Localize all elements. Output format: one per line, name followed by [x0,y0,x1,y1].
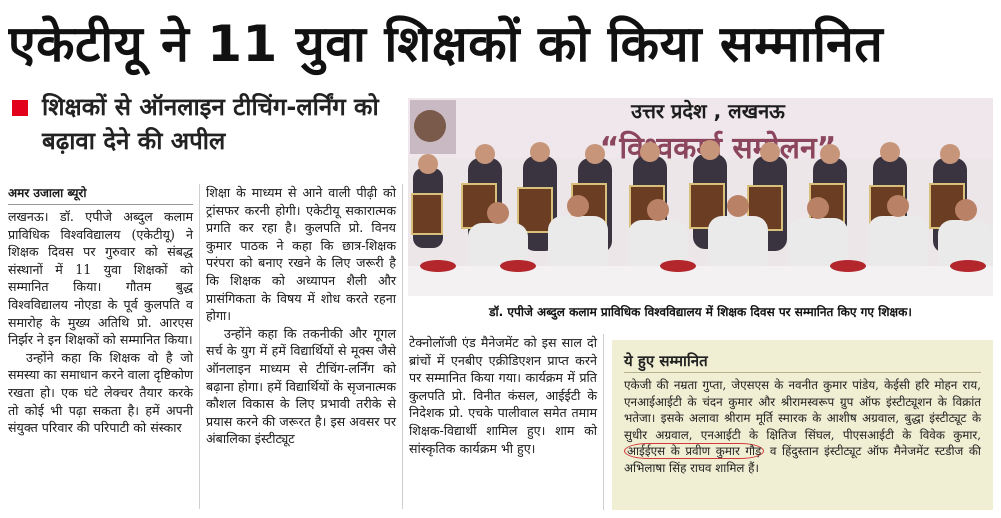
paragraph: शिक्षा के माध्यम से आने वाली पीढ़ी को ट्रांसफर करनी होगी। एकेटीयू सकारात्मक प्रगति कर रहा है। कुलपति प्रो. विनय कुमार पाठक ने कहा कि छात्र-शिक्षक परंपरा को बनाए रखने के लिए जरूरी है कि शिक्षक को अध्यापन शैली और प्रासंगिकता के विषय में शोध करते रहना होगा। [206,185,396,324]
column-divider [402,184,403,509]
honored-list-box [612,340,993,510]
headline: एकेटीयू ने 11 युवा शिक्षकों को किया सम्मानित [8,15,884,73]
article-column-2 [206,184,396,448]
column-divider [199,184,200,509]
honored-box-body [624,377,981,477]
paragraph: उन्होंने कहा कि शिक्षक वो है जो समस्या का समाधान करने वाला दृष्टिकोण रखता हो। एक घंटे लेक्चर तैयार करके तो कोई भी पढ़ा सकता है। हमें अपनी संयुक्त परिवार की परिपाटी को संस्कार [8,349,193,436]
circled-name: आईईएस के प्रवीण कुमार गौड़ [624,443,764,459]
paragraph: टेक्नोलॉजी एंड मैनेजमेंट को इस साल दो ब्रांचों में एनबीए एक्रीडिएशन प्राप्त करने पर सम्मानित किया गया। कार्यक्रम में प्रति कुलपति प्रो. विनीत कंसल, आईईटी के निदेशक प्रो. एचके पालीवाल समेत तमाम शिक्षक-विद्यार्थी शामिल हुए। शाम को सांस्कृतिक कार्यक्रम भी हुए। [409,335,597,456]
column-divider [603,334,604,510]
banner-title: उत्तर प्रदेश , लखनऊ [631,99,785,123]
honored-box-title: ये हुए सम्मानित [624,350,981,373]
byline: अमर उजाला ब्यूरो [8,184,193,205]
subheadline: शिक्षकों से ऑनलाइन टीचिंग-लर्निंग को बढ़ावा देने की अपील [42,93,379,155]
honored-text-part: व हिंदुस्तान इंस्टीट्यूट ऑफ मैनेजमेंट स्टडीज की अभिलाषा सिंह राघव शामिल हैं। [624,444,981,475]
honored-text-part: एकेजी की नम्रता गुप्ता, जेएसएस के नवनीत कुमार पांडेय, केईसी हरि मोहन राय, एनआईआईटी के चंदन कुमार और श्रीरामस्वरूप ग्रुप ऑफ इंस्टीट्यूशन के विक्रांत भतेजा। इसके अलावा श्रीराम मूर्ति स्मारक के आशीष अग्रवाल, बुद्धा इंस्टीट्यूट के सुधीर अग्रवाल, एनआईटी के क्षितिज सिंघल, पीएसआईटी के विवेक कुमार, [624,378,981,442]
banner-subtitle: “विश्वकर्मा सम्मेलन” [599,131,837,166]
photo-caption: डॉ. एपीजे अब्दुल कलाम प्राविधिक विश्वविद्यालय में शिक्षक दिवस पर सम्मानित किए गए शिक्षक। [489,305,912,319]
article-column-3 [409,334,597,457]
paragraph: उन्होंने कहा कि तकनीकी और गूगल सर्च के युग में हमें विद्यार्थियों से मूक्स जैसे ऑनलाइन माध्यम से टीचिंग-लर्निंग को बढ़ाना होगा। हमें विद्यार्थियों के सृजनात्मक कौशल विकास के लिए प्रभावी तरीके से प्रयास करने की जरूरत है। इस अवसर पर अंबालिका इंस्टीट्यूट [206,325,396,447]
subheadline-block [8,90,398,170]
article-column-1 [8,208,193,437]
paragraph: लखनऊ। डॉ. एपीजे अब्दुल कलाम प्राविधिक विश्वविद्यालय (एकेटीयू) ने शिक्षक दिवस पर गुरुवार को संबद्ध संस्थानों में 11 युवा शिक्षकों को सम्मानित किया। गौतम बुद्ध विश्वविद्यालय नोएडा के पूर्व कुलपति व समारोह के मुख्य अतिथि प्रो. आरएस निर्झर ने इन शिक्षकों को सम्मानित किया। [8,209,193,348]
event-photo [408,98,993,296]
bullet-square-icon [12,100,28,116]
